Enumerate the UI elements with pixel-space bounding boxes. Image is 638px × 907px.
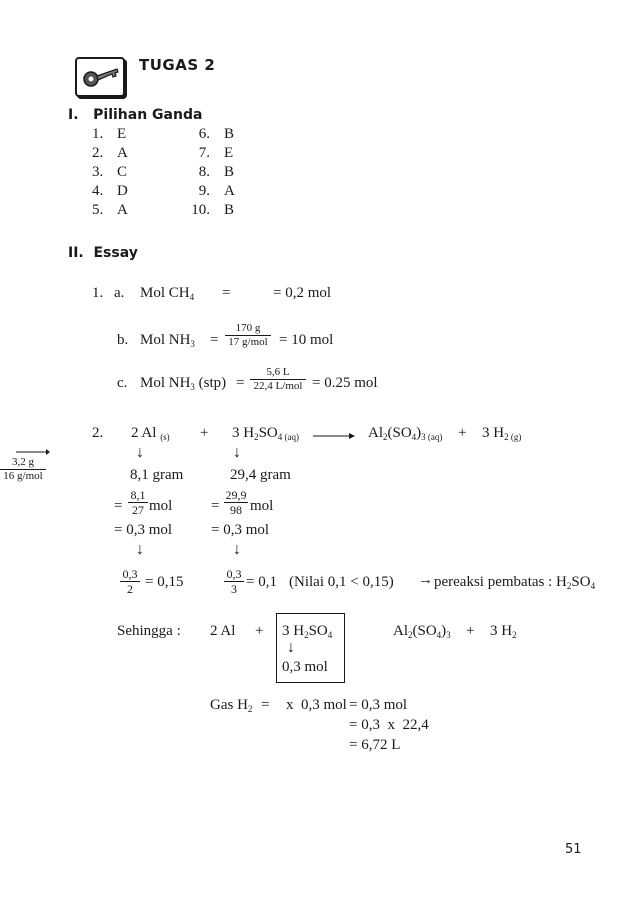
down-arrow-icon: ↓: [136, 541, 144, 558]
ratio-al-value: = 0,15: [145, 574, 184, 590]
section-heading-multiple-choice: I. Pilihan Ganda: [68, 107, 203, 123]
reaction-arrow-icon: [313, 432, 355, 440]
down-arrow-icon: ↓: [233, 444, 241, 461]
mol-sulfuric-acid: = 0,3 mol: [211, 522, 270, 538]
answers-left-values: [117, 125, 128, 220]
answer-value: A: [117, 145, 128, 161]
gas-multiply: x 0,3 mol: [286, 697, 347, 713]
box-sulfuric-acid: 3 $H_2SO_4$: [282, 623, 333, 640]
q1c-fraction: 5,6 L 22,4 L/mol: [250, 367, 306, 392]
answer-value: B: [224, 164, 235, 180]
answer-num: 4.: [92, 183, 104, 199]
mol-unit: mol: [149, 498, 173, 514]
answer-value: E: [117, 126, 127, 142]
answer-num: 6.: [198, 126, 210, 142]
answer-value: C: [117, 164, 128, 180]
sehingga-label: Sehingga :: [117, 623, 181, 639]
gas-result-1: = 0,3 mol: [349, 697, 408, 713]
sehingga-aluminium-sulfate: $Al_2(SO_4)_3$: [393, 623, 451, 640]
mol-unit: mol: [250, 498, 274, 514]
equals: =: [114, 498, 123, 514]
answer-num: 3.: [92, 164, 104, 180]
answer-value: B: [224, 202, 235, 218]
answer-value: E: [224, 145, 234, 161]
q2-hydrogen: 3 $H_{2 (g)}$: [482, 425, 522, 442]
down-arrow-icon: ↓: [287, 639, 295, 656]
q2-sulfuric-acid: 3 $H_2SO_{4 (aq)}$: [232, 425, 300, 442]
arrow-right-icon: →: [418, 572, 433, 588]
key-icon: [77, 59, 123, 95]
q2-aluminium-sulfate: $Al_2(SO_4)_{3 (aq)}$: [368, 425, 443, 442]
q1a-equals: =: [222, 285, 231, 301]
q1c-expression: Mol $NH_3$ (stp): [140, 375, 227, 392]
sehingga-aluminium: 2 Al: [210, 623, 236, 639]
down-arrow-icon: ↓: [136, 444, 144, 461]
answer-value: A: [117, 202, 128, 218]
gas-result-3: = 6,72 L: [349, 737, 401, 753]
q1b-label: b.: [117, 332, 129, 348]
gas-label: Gas $H_2$: [210, 697, 253, 714]
sehingga-plus-2: +: [466, 623, 475, 639]
mass-aluminium: 8,1 gram: [130, 467, 184, 483]
box-mol: 0,3 mol: [282, 659, 328, 675]
gas-equals: =: [261, 697, 270, 713]
q1b-expression: Mol $NH_3$: [140, 332, 195, 349]
key-icon-box: [75, 57, 125, 97]
arrow-right-icon: [16, 448, 50, 456]
q1a-result: = 0,2 mol: [273, 285, 332, 301]
answer-num: 5.: [92, 202, 104, 218]
answer-num: 10.: [191, 202, 210, 218]
equals: =: [211, 498, 220, 514]
ratio-h2so4-value: = 0,1: [246, 574, 277, 590]
q1a-expression: Mol $CH_4$: [140, 285, 195, 302]
page-title: TUGAS 2: [139, 56, 216, 74]
q1-number: 1.: [92, 285, 104, 301]
sehingga-hydrogen: 3 $H_2$: [490, 623, 517, 640]
q1a-label: a.: [114, 285, 125, 301]
answer-num: 9.: [198, 183, 210, 199]
ratio-h2so4: $\frac{0,3}{3}$: [224, 568, 244, 595]
q1c-equals: =: [236, 375, 245, 391]
q2-aluminium: 2 Al $_{(s)}$: [131, 425, 170, 442]
answer-value: B: [224, 126, 235, 142]
answer-num: 8.: [198, 164, 210, 180]
mol-aluminium: = 0,3 mol: [114, 522, 173, 538]
answer-num: 2.: [92, 145, 104, 161]
fraction-h2so4: $\frac{29,9}{98}$: [225, 488, 247, 517]
comparison-note: (Nilai 0,1 < 0,15): [289, 574, 394, 590]
q1b-fraction: 170 g 17 g/mol: [225, 323, 271, 348]
sehingga-plus: +: [255, 623, 264, 639]
q2-number: 2.: [92, 425, 104, 441]
mass-sulfuric-acid: 29,4 gram: [230, 467, 291, 483]
gas-result-2: = 0,3 x 22,4: [349, 717, 429, 733]
q1c-label: c.: [117, 375, 128, 391]
page-number: 51: [565, 842, 582, 857]
q1a-fraction: 3,2 g 16 g/mol: [0, 457, 46, 482]
q1b-result: = 10 mol: [279, 332, 334, 348]
fraction-al: $\frac{8,1}{27}$: [128, 489, 148, 516]
answers-right-values: [224, 125, 235, 220]
answer-num: 7.: [198, 145, 210, 161]
q1b-equals: =: [210, 332, 219, 348]
q2-plus-2: +: [458, 425, 467, 441]
down-arrow-icon: ↓: [233, 541, 241, 558]
q1c-result: = 0.25 mol: [312, 375, 378, 391]
answer-value: D: [117, 183, 128, 199]
ratio-al: $\frac{0,3}{2}$: [120, 568, 140, 595]
answer-num: 1.: [92, 126, 104, 142]
section-heading-essay: II. Essay: [68, 245, 138, 261]
answer-value: A: [224, 183, 235, 199]
answers-left-numbers: [92, 125, 103, 220]
q2-plus: +: [200, 425, 209, 441]
answers-right-numbers: [180, 125, 210, 220]
limiting-reagent: pereaksi pembatas : $H_2SO_4$: [434, 574, 596, 591]
